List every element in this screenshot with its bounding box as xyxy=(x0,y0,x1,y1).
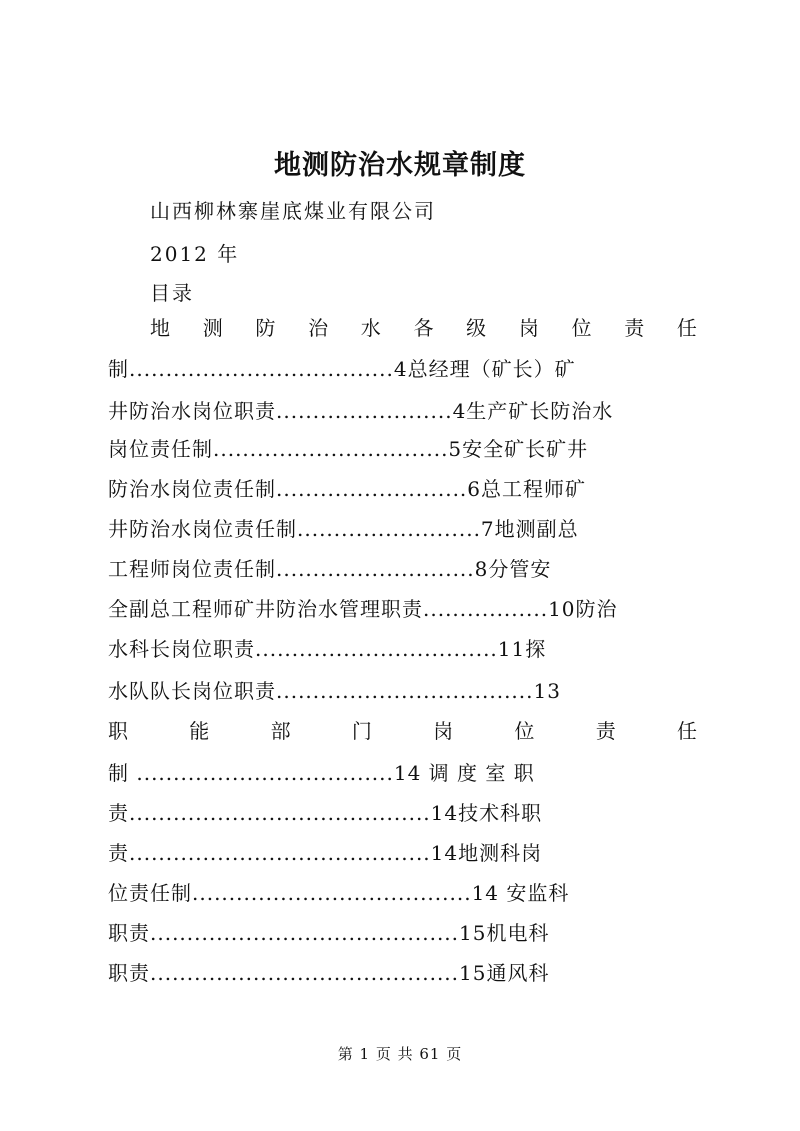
toc-char: 水 xyxy=(360,316,382,340)
toc-line: 职责..........................................15通风科 xyxy=(108,961,550,985)
toc-line: 责.........................................14技术科职 xyxy=(108,801,543,825)
toc-line: 责.........................................14地测科岗 xyxy=(108,841,543,865)
toc-char: 部 xyxy=(270,719,292,743)
toc-char: 职 xyxy=(108,719,129,743)
page-footer: 第 1 页 共 61 页 xyxy=(337,1045,463,1063)
toc-char: 级 xyxy=(466,316,488,340)
toc-line: 制....................................4总经理（矿长）矿 xyxy=(108,357,576,381)
toc-char: 责 xyxy=(624,316,646,340)
toc-spread-line-2 xyxy=(108,714,698,748)
toc-char: 治 xyxy=(308,316,330,340)
toc-line: 职责..........................................15机电科 xyxy=(108,921,550,945)
toc-spread-line-1 xyxy=(150,311,698,345)
toc-char: 位 xyxy=(514,719,536,743)
toc-char: 岗 xyxy=(433,719,455,743)
document-year: 2012 年 xyxy=(150,242,240,266)
toc-char: 防 xyxy=(255,316,277,340)
toc-char: 任 xyxy=(676,316,698,340)
document-title: 地测防治水规章制度 xyxy=(274,150,526,181)
toc-line: 制 ...................................14 调 度 室 职 xyxy=(108,761,535,785)
toc-line: 井防治水岗位职责........................4生产矿长防治水 xyxy=(108,399,614,423)
toc-line: 岗位责任制................................5安全矿长矿井 xyxy=(108,437,589,461)
toc-char: 岗 xyxy=(518,316,540,340)
toc-char: 各 xyxy=(413,316,435,340)
toc-char: 位 xyxy=(571,316,593,340)
toc-heading: 目录 xyxy=(150,281,194,305)
toc-char: 能 xyxy=(189,719,211,743)
company-name: 山西柳林寨崖底煤业有限公司 xyxy=(150,199,436,223)
toc-line: 水队队长岗位职责...................................13 xyxy=(108,679,561,703)
toc-char: 责 xyxy=(595,719,617,743)
toc-line: 全副总工程师矿井防治水管理职责.................10防治 xyxy=(108,597,618,621)
toc-line: 水科长岗位职责.................................11探 xyxy=(108,637,547,661)
toc-line: 防治水岗位责任制..........................6总工程师矿 xyxy=(108,477,587,501)
toc-char: 门 xyxy=(351,719,373,743)
toc-line: 位责任制......................................14 安监科 xyxy=(108,881,570,905)
toc-char: 任 xyxy=(676,719,698,743)
toc-line: 工程师岗位责任制...........................8分管安 xyxy=(108,557,552,581)
toc-char: 地 xyxy=(150,316,171,340)
toc-line: 井防治水岗位责任制.........................7地测副总 xyxy=(108,517,579,541)
toc-char: 测 xyxy=(202,316,224,340)
